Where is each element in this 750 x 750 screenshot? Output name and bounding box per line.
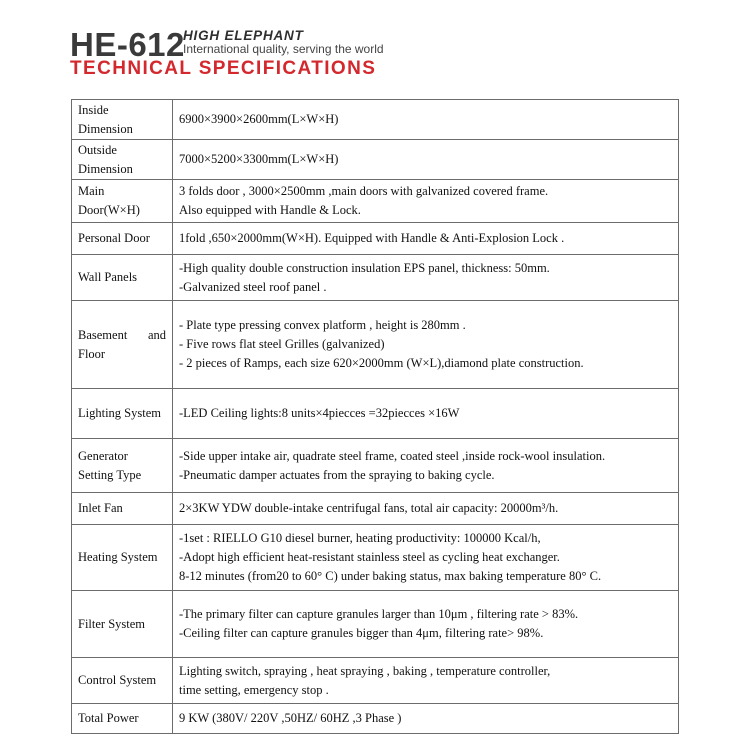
spec-value: -1set : RIELLO G10 diesel burner, heating productivity: 100000 Kcal/h, -Adopt high efficient heat-resistant stainless steel as cycling heat exchanger. 8-12 minutes (from20 to 60° C) under baking status, max baking temperature 80° C. [173,525,679,591]
spec-row-lighting-system [72,389,679,439]
spec-label: Basement and Floor [72,301,173,389]
spec-label: Heating System [72,525,173,591]
spec-table [71,99,679,734]
spec-label: Generator Setting Type [72,439,173,493]
spec-value: 2×3KW YDW double-intake centrifugal fans, total air capacity: 20000m³/h. [173,493,679,525]
model-number: HE-612 [70,26,185,63]
spec-row-outside-dimension [72,140,679,180]
spec-label: Inlet Fan [72,493,173,525]
spec-value: 3 folds door , 3000×2500mm ,main doors with galvanized covered frame. Also equipped with Handle & Lock. [173,180,679,223]
spec-value: 6900×3900×2600mm(L×W×H) [173,100,679,140]
brand-name: HIGH ELEPHANT [183,28,304,43]
spec-value: -LED Ceiling lights:8 units×4piecces =32piecces ×16W [173,389,679,439]
spec-row-filter-system [72,591,679,658]
page-header [70,24,710,84]
spec-value: 7000×5200×3300mm(L×W×H) [173,140,679,180]
spec-row-heating-system [72,525,679,591]
spec-value: -The primary filter can capture granules larger than 10μm , filtering rate > 83%. -Ceiling filter can capture granules bigger than 4μm, filtering rate> 98%. [173,591,679,658]
spec-label: Filter System [72,591,173,658]
brand-tagline: International quality, serving the world [183,42,384,56]
spec-value: 9 KW (380V/ 220V ,50HZ/ 60HZ ,3 Phase ) [173,704,679,734]
spec-row-generator-setting-type [72,439,679,493]
spec-row-basement-floor [72,301,679,389]
spec-row-main-door [72,180,679,223]
spec-label: Personal Door [72,223,173,255]
spec-label: Outside Dimension [72,140,173,180]
spec-label: Wall Panels [72,255,173,301]
spec-row-personal-door [72,223,679,255]
spec-label: Inside Dimension [72,100,173,140]
spec-label: Main Door(W×H) [72,180,173,223]
spec-value: -High quality double construction insulation EPS panel, thickness: 50mm. -Galvanized steel roof panel . [173,255,679,301]
spec-label: Total Power [72,704,173,734]
spec-row-total-power [72,704,679,734]
spec-value: - Plate type pressing convex platform , height is 280mm . - Five rows flat steel Grilles (galvanized) - 2 pieces of Ramps, each size 620×2000mm (W×L),diamond plate construction. [173,301,679,389]
spec-row-inside-dimension [72,100,679,140]
spec-row-inlet-fan [72,493,679,525]
spec-label: Lighting System [72,389,173,439]
spec-label: Control System [72,658,173,704]
spec-value: -Side upper intake air, quadrate steel frame, coated steel ,inside rock-wool insulation. -Pneumatic damper actuates from the spraying to baking cycle. [173,439,679,493]
spec-value: 1fold ,650×2000mm(W×H). Equipped with Handle & Anti-Explosion Lock . [173,223,679,255]
spec-value: Lighting switch, spraying , heat spraying , baking , temperature controller, time setting, emergency stop . [173,658,679,704]
spec-row-control-system [72,658,679,704]
spec-row-wall-panels [72,255,679,301]
section-title: TECHNICAL SPECIFICATIONS [70,58,377,79]
